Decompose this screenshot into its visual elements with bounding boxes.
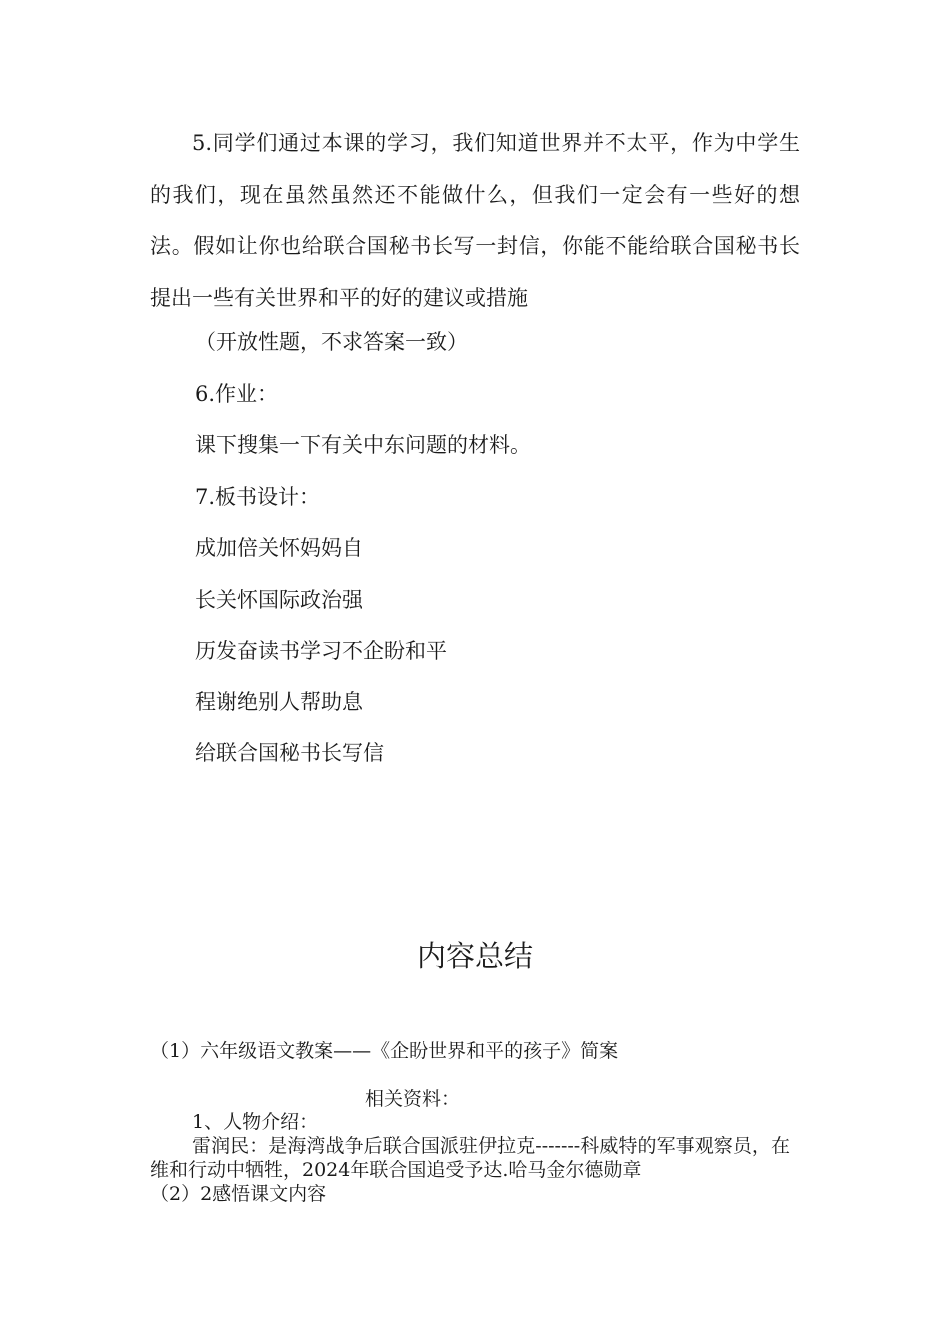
summary-item-1: （1）六年级语文教案——《企盼世界和平的孩子》简案 <box>150 1040 619 1062</box>
board-design-heading: 7.板书设计： <box>195 485 321 509</box>
board-design-line: 给联合国秘书长写信 <box>195 741 384 765</box>
board-design-line: 成加倍关怀妈妈自 <box>195 536 363 560</box>
homework-heading: 6.作业： <box>195 382 279 406</box>
related-materials-heading: 相关资料： <box>365 1088 461 1110</box>
board-design-line: 历发奋读书学习不企盼和平 <box>195 639 447 663</box>
person-intro-heading: 1、人物介绍： <box>192 1111 319 1133</box>
summary-title: 内容总结 <box>416 939 533 973</box>
homework-content: 课下搜集一下有关中东问题的材料。 <box>195 433 531 457</box>
board-design-line: 长关怀国际政治强 <box>195 588 363 612</box>
question-5-paragraph: 5.同学们通过本课的学习，我们知道世界并不太平，作为中学生的我们，现在虽然虽然还不能做什么，但我们一定会有一些好的想法。假如让你也给联合国秘书长写一封信，你能不能给联合国秘书长提出一些有关世界和平的好的建议或措施 <box>150 131 800 310</box>
board-design-line: 程谢绝别人帮助息 <box>195 690 363 714</box>
open-question-note: （开放性题，不求答案一致） <box>195 330 468 354</box>
summary-item-2: （2）2感悟课文内容 <box>150 1183 327 1205</box>
person-description: 雷润民：是海湾战争后联合国派驻伊拉克-------科威特的军事观察员，在维和行动中牺牲，2024年联合国追受予达.哈马金尔德勋章 <box>150 1135 790 1181</box>
